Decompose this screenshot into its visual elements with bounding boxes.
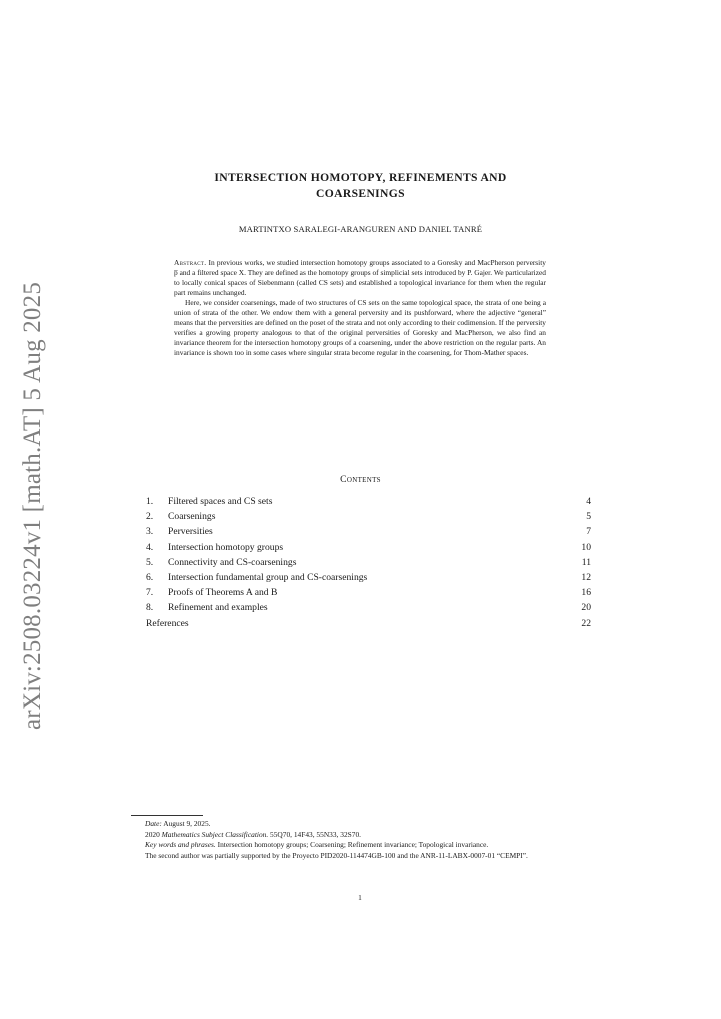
toc-number: 1. bbox=[146, 496, 154, 507]
toc-number: 2. bbox=[146, 511, 154, 523]
toc-number: 7. bbox=[146, 587, 154, 599]
toc-entry[interactable] bbox=[146, 555, 591, 570]
toc-references-title: References bbox=[146, 617, 189, 629]
toc-page: 20 bbox=[581, 602, 591, 614]
footnote-support: The second author was partially supported by the Proyecto PID2020-114474GB-100 and the ANR-11-LABX-0007-01 “CEMPI”. bbox=[145, 850, 528, 860]
toc-entry[interactable] bbox=[146, 524, 591, 539]
keywords-value: Intersection homotopy groups; Coarsening; Refinement invariance; Topological invariance. bbox=[215, 840, 489, 850]
footnote-msc bbox=[131, 830, 592, 841]
footnotes bbox=[131, 819, 592, 861]
toc-number: 3. bbox=[146, 526, 154, 538]
date-value: August 9, 2025. bbox=[161, 819, 211, 828]
toc-number: 8. bbox=[146, 602, 154, 614]
toc-entry[interactable] bbox=[146, 600, 591, 615]
abstract-text-1: In previous works, we studied intersection homotopy groups associated to a Goresky and MacPherson perversity p̅ and a filtered space X. They are defined as the homotopy groups of simplicial sets introduced by P. Gajer. We particularized to locally conical spaces of Siebenmann (called CS sets) and established a topological invariance for them when the regular part remains unchanged. bbox=[174, 258, 546, 298]
toc-page: 5 bbox=[586, 511, 591, 523]
toc-title: Proofs of Theorems A and B bbox=[168, 587, 278, 599]
toc-entry[interactable] bbox=[146, 540, 591, 555]
footnote-rule bbox=[131, 815, 203, 816]
toc-entry[interactable] bbox=[146, 509, 591, 524]
toc-number: 5. bbox=[146, 556, 154, 568]
page-number: 1 bbox=[358, 893, 362, 902]
abstract-label: Abstract. bbox=[174, 258, 207, 267]
toc-title: Intersection fundamental group and CS-coarsenings bbox=[168, 571, 368, 583]
toc-title: Connectivity and CS-coarsenings bbox=[168, 556, 297, 568]
toc-number: 6. bbox=[146, 571, 154, 583]
contents-heading: Contents bbox=[340, 474, 381, 485]
toc-references[interactable] bbox=[146, 616, 591, 631]
authors: MARTINTXO SARALEGI-ARANGUREN AND DANIEL TANRÉ bbox=[238, 224, 483, 234]
toc-entry[interactable] bbox=[146, 570, 591, 585]
title-line-1: INTERSECTION HOMOTOPY, REFINEMENTS AND bbox=[214, 171, 507, 184]
toc-page: 11 bbox=[581, 556, 591, 568]
toc-page: 22 bbox=[581, 617, 591, 629]
toc-page: 4 bbox=[586, 496, 591, 507]
msc-label: Mathematics Subject Classification. bbox=[161, 829, 269, 839]
toc-number: 4. bbox=[146, 541, 154, 553]
toc-title: Filtered spaces and CS sets bbox=[168, 496, 273, 507]
toc-page: 16 bbox=[581, 587, 591, 599]
date-label: Date: bbox=[145, 819, 162, 828]
keywords-label: Key words and phrases. bbox=[145, 840, 216, 850]
toc-page: 7 bbox=[586, 526, 591, 538]
toc-page: 12 bbox=[581, 571, 591, 583]
abstract-paragraph-1 bbox=[174, 258, 546, 298]
footnote-date bbox=[131, 819, 592, 830]
toc-entry[interactable] bbox=[146, 494, 591, 509]
toc-title: Perversities bbox=[168, 526, 213, 538]
toc-entry[interactable] bbox=[146, 585, 591, 600]
msc-year: 2020 bbox=[145, 829, 162, 839]
toc-title: Coarsenings bbox=[168, 511, 216, 523]
toc-title: Refinement and examples bbox=[168, 602, 268, 614]
msc-value: 55Q70, 14F43, 55N33, 32S70. bbox=[268, 829, 361, 839]
paper-title bbox=[140, 170, 581, 202]
abstract-paragraph-2: Here, we consider coarsenings, made of two structures of CS sets on the same topological space, the strata of one being a union of strata of the other. We endow them with a general perversity and its pushforward, where the adjective “general” means that the perversities are defined on the poset of the strata and not only according to their codimension. If the perversity verifies a growing property analogous to that of the original perversities of Goresky and MacPherson, we also find an invariance theorem for the intersection homotopy groups of a coarsening, under the above restriction on the regular parts. An invariance is shown too in some cases where singular strata become regular in the coarsening, for Thom-Mather spaces. bbox=[174, 298, 546, 358]
toc-title: Intersection homotopy groups bbox=[168, 541, 284, 553]
title-line-2: COARSENINGS bbox=[316, 187, 405, 200]
table-of-contents bbox=[146, 494, 591, 631]
footnote-keywords bbox=[131, 840, 592, 851]
abstract bbox=[174, 258, 546, 358]
toc-page: 10 bbox=[581, 541, 591, 553]
arxiv-identifier: arXiv:2508.03224v1 [math.AT] 5 Aug 2025 bbox=[19, 281, 46, 730]
